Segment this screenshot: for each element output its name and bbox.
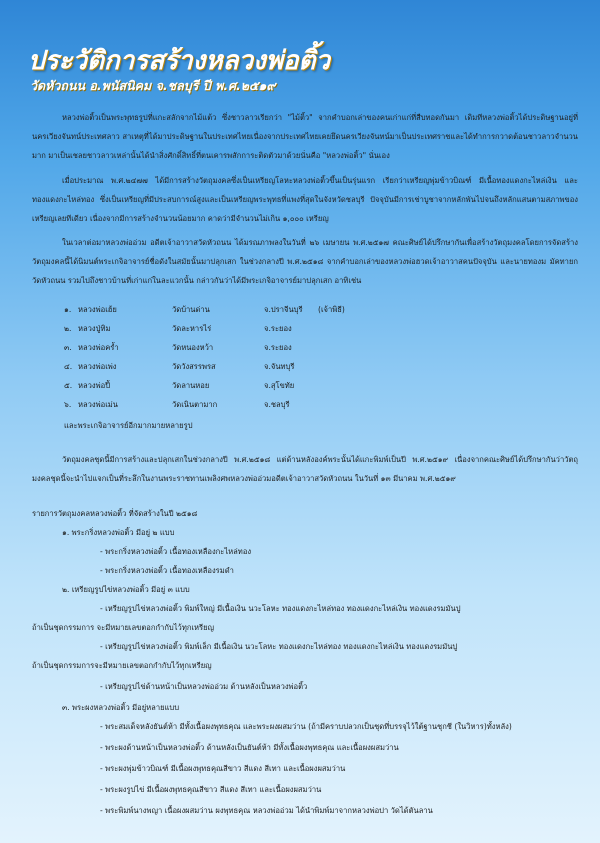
amulet-item: - เหรียญรูปไข่หลวงพ่อติ้ว พิมพ์ใหญ่ มีเนื้อเงิน นวะโลหะ ทองแดงกะไหล่ทอง ทองแดงกะไหล่เงิน ทองแดงรมมันปู bbox=[100, 599, 461, 618]
amulet-group-1: ๑. พระกริ่งหลวงพ่อติ้ว มีอยู่ ๒ แบบ bbox=[62, 528, 175, 537]
monk-province: จ.ระยอง bbox=[264, 343, 292, 352]
amulet-item: - พระกริ่งหลวงพ่อติ้ว เนื้อทองเหลืองกะไหล่ทอง bbox=[100, 542, 251, 561]
amulet-item: - พระผงพุ่มข้าวบิณฑ์ มีเนื้อผงพุทธคุณสีขาว สีแดง สีเทา และเนื้อผงผสมว่าน bbox=[100, 759, 345, 778]
monk-number: ๒. bbox=[64, 324, 72, 333]
monk-name: หลวงพ่อเม่น bbox=[78, 400, 118, 409]
page-subtitle: วัดหัวถนน อ.พนัสนิคม จ.ชลบุรี ปี พ.ศ.๒๕๑๙ bbox=[30, 78, 276, 93]
amulet-item-continuation: ถ้าเป็นชุดกรรมการจะมีหมายเลขตอกกำกับไว้ทุกเหรียญ bbox=[32, 661, 212, 670]
monk-province: จ.จันทบุรี bbox=[264, 362, 295, 371]
monk-temple: วัดลานหอย bbox=[172, 381, 210, 390]
monk-temple: วัดละหารไร่ bbox=[172, 324, 212, 333]
monk-list-footer: และพระเกจิอาจารย์อีกมากมายหลายรูป bbox=[64, 421, 193, 430]
monk-temple: วัดบ้านด่าน bbox=[172, 305, 210, 314]
monk-number: ๖. bbox=[64, 400, 72, 409]
monk-province: จ.ปราจีนบุรี bbox=[264, 305, 303, 314]
page-title: ประวัติการสร้างหลวงพ่อติ้ว bbox=[28, 46, 330, 76]
monk-province: จ.ชลบุรี bbox=[264, 400, 290, 409]
monk-name: หลวงพ่อคร้ำ bbox=[78, 343, 119, 352]
amulet-item: - พระสมเด็จหลังยันต์ห้า มีทั้งเนื้อผงพุทธคุณ และพระผงผสมว่าน (ถ้ามีคราบปลวกเป็นชุดที่บรรจุไว้ใต้ฐานชุกชี (ในวิหาร)ทั้งหลัง) bbox=[100, 717, 512, 736]
monk-name: หลวงพ่อปี้ bbox=[78, 381, 111, 390]
history-paragraph-3: ในเวลาต่อมาหลวงพ่ออ่วม อดีตเจ้าอาวาสวัดหัวถนน ได้มรณภาพลงในวันที่ ๒๖ เมษายน พ.ศ.๒๕๑๗ คณะศิษย์ได้ปรึกษากันเพื่อสร้างวัตถุมงคลโดยการจัดสร้างวัตถุมงคลนี้ได้นิมนต์พระเกจิอาจารย์ชื่อดังในสมัยนั้นมาปลุกเสก ในช่วงกลางปี พ.ศ.๒๕๑๘ จากคำบอกเล่าของหลวงพ่อฮวดเจ้าอาวาสคนปัจจุบัน และนายทองม มัคทายกวัดหัวถนน รวมไปถึงชาวบ้านที่เก่าแก่ในละแวกนั้น กล่าวกันว่าได้มีพระเกจิอาจารย์มาปลุกเสก อาทิเช่น bbox=[32, 238, 578, 285]
monk-province: จ.สุโขทัย bbox=[264, 381, 295, 390]
monk-name: ๑. bbox=[64, 305, 72, 314]
amulet-list-title: รายการวัตถุมงคลหลวงพ่อติ้ว ที่จัดสร้างในปี ๒๕๑๘ bbox=[32, 509, 198, 518]
monk-temple: วัดวังสรรพรส bbox=[172, 362, 216, 371]
monk-temple: วัดเนินตามาก bbox=[172, 400, 218, 409]
amulet-item: - เหรียญรูปไข่ด้านหน้าเป็นหลวงพ่ออ่วม ด้านหลังเป็นหลวงพ่อติ้ว bbox=[100, 677, 307, 696]
amulet-item: - พระพิมพ์นางพญา เนื้อผงผสมว่าน ผงพุทธคุณ หลวงพ่ออ่วม ได้นำพิมพ์มาจากหลวงพ่อปา วัดได้ตันลาน bbox=[100, 801, 433, 820]
amulet-item: - พระกริ่งหลวงพ่อติ้ว เนื้อทองเหลืองรมดำ bbox=[100, 561, 234, 580]
amulet-item: - เหรียญรูปไข่หลวงพ่อติ้ว พิมพ์เล็ก มีเนื้อเงิน นวะโลหะ ทองแดงกะไหล่ทอง ทองแดงกะไหล่เงิน ทองแดงรมมันปู bbox=[100, 637, 457, 656]
monk-note: (เจ้าพิธี) bbox=[318, 305, 345, 314]
monk-name: หลวงพ่อเฮ้ย bbox=[78, 305, 117, 314]
history-paragraph-2: เมื่อประมาณ พ.ศ.๒๔๗๗ ได้มีการสร้างวัตถุมงคลซึ่งเป็นเหรียญโลหะหลวงพ่อติ้วขึ้นเป็นรุ่นแรก เรียกว่าเหรียญพุ่มข้าวบิณฑ์ มีเนื้อทองแดงกะไหล่เงิน และทองแดงกะไหล่ทอง ซึ่งเป็นเหรียญที่มีประสบการณ์สูงและเป็นเหรียญพระพุทธที่แพงที่สุดในจังหวัดชลบุรี ปัจจุบันมีการเช่าบูชาจากหลักพันไปจนถึงหลักแสนตามสภาพของเหรียญเลยทีเดียว เนื่องจากมีการสร้างจำนวนน้อยมาก คาดว่ามีจำนวนไม่เกิน ๑,๐๐๐ เหรียญ bbox=[32, 176, 578, 223]
monk-number: ๓. bbox=[64, 343, 72, 352]
monk-name: หลวงพ่อเพ่ง bbox=[78, 362, 117, 371]
amulet-item-continuation: ถ้าเป็นชุดกรรมการ จะมีหมายเลขตอกกำกับไว้ทุกเหรียญ bbox=[32, 623, 215, 632]
monk-number: ๕. bbox=[64, 381, 73, 390]
monk-temple: วัดหนองหว้า bbox=[172, 343, 214, 352]
monk-name: หลวงปู่ทิม bbox=[78, 324, 111, 333]
amulet-group-2: ๒. เหรียญรูปไข่หลวงพ่อติ้ว มีอยู่ ๓ แบบ bbox=[62, 585, 190, 594]
monk-province: จ.ระยอง bbox=[264, 324, 292, 333]
monk-number: ๔. bbox=[64, 362, 73, 371]
amulet-item: - พระผงด้านหน้าเป็นหลวงพ่อติ้ว ด้านหลังเป็นยันต์ห้า มีทั้งเนื้อผงพุทธคุณ และเนื้อผงผสมว่าน bbox=[100, 738, 399, 757]
history-paragraph-4: วัตถุมงคลชุดนี้มีการสร้างและปลุกเสกในช่วงกลางปี พ.ศ.๒๕๑๘ แต่ด้านหลังองค์พระนั้นได้แกะพิมพ์เป็นปี พ.ศ.๒๕๑๙ เนื่องจากคณะศิษย์ได้ปรึกษากันว่าวัตถุมงคลชุดนี้จะนำไปแจกเป็นที่ระลึกในงานพระราชทานเพลิงศพหลวงพ่ออ่วมอดีตเจ้าอาวาสวัดหัวถนน ในวันที่ ๑๓ มีนาคม พ.ศ.๒๕๑๙ bbox=[32, 455, 578, 483]
amulet-item: - พระผงรูปไข่ มีเนื้อผงพุทธคุณสีขาว สีแดง สีเทา และเนื้อผงผสมว่าน bbox=[100, 780, 321, 799]
history-paragraph-1: หลวงพ่อติ้วเป็นพระพุทธรูปที่แกะสลักจากไม้แต้ว ซึ่งชาวลาวเรียกว่า "ไม้ติ้ว" จากคำบอกเล่าของคนเก่าแก่ที่สืบทอดกันมา เดิมทีหลวงพ่อติ้วได้ประดิษฐานอยู่ที่นครเวียงจันทน์ประเทศลาว สาเหตุที่ได้มาประดิษฐานในประเทศไทยเนื่องจากประเทศไทยเคยยึดนครเวียงจันทน์มาเป็นประเทศราชและได้ทำการกวาดต้อนชาวลาวจำนวนมาก มาเป็นเชลยชาวลาวเหล่านั้นได้นำสิ่งศักดิ์สิทธิ์ที่ตนเคารพสักการะติดตัวมาด้วยนั่นคือ "หลวงพ่อติ้ว" นั่นเอง bbox=[32, 113, 578, 160]
amulet-group-3: ๓. พระผงหลวงพ่อติ้ว มีอยู่หลายแบบ bbox=[62, 703, 180, 712]
